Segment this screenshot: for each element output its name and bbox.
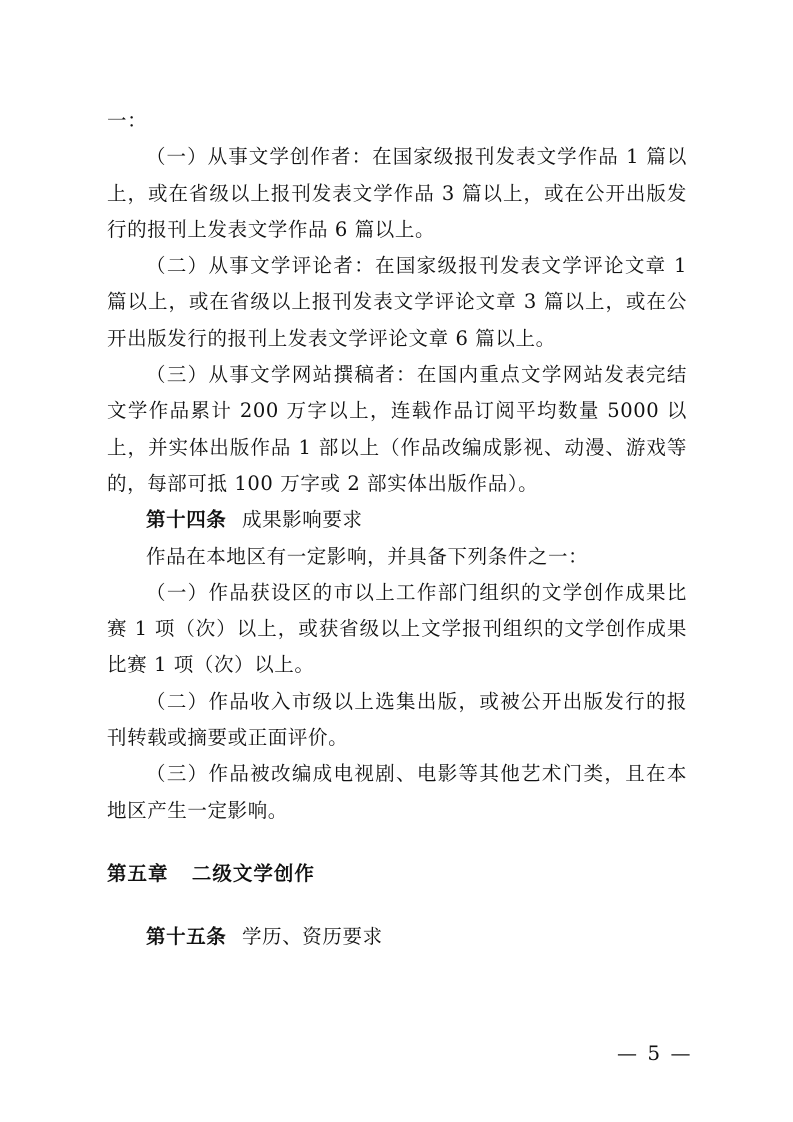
article-number: 第十四条 [146,508,227,532]
chapter-heading [107,856,687,892]
chapter-title: 二级文学创作 [191,861,315,885]
influence-paragraph-award: （一）作品获设区的市以上工作部门组织的文学创作成果比赛 1 项（次）以上，或获省级以上文学报刊组织的文学创作成果比赛 1 项（次）以上。 [107,580,687,677]
document-body [107,103,687,956]
page-number: — 5 — [617,1041,693,1065]
condition-paragraph-criticism: （二）从事文学评论者：在国家级报刊发表文学评论文章 1 篇以上，或在省级以上报刊发表文学评论文章 3 篇以上，或在公开出版发行的报刊上发表文学评论文章 6 篇以上。 [107,254,687,350]
article-subtitle: 学历、资历要求 [242,925,383,949]
continued-line: 一： [107,109,148,132]
influence-paragraph-adaptation: （三）作品被改编成电视剧、电影等其他艺术门类，且在本地区产生一定影响。 [107,762,687,822]
influence-intro-paragraph: 作品在本地区有一定影响，并具备下列条件之一： [146,544,589,568]
influence-paragraph-anthology: （二）作品收入市级以上选集出版，或被公开出版发行的报刊转载或摘要或正面评价。 [107,689,687,750]
chapter-number: 第五章 [107,861,169,885]
article-heading-15 [107,919,687,955]
article-heading-14 [107,502,687,538]
condition-paragraph-web-writing: （三）从事文学网站撰稿者：在国内重点文学网站发表完结文学作品累计 200 万字以上，连载作品订阅平均数量 5000 以上，并实体出版作品 1 部以上（作品改编成影视、动漫、游戏等的，每部可抵 100 万字或 2 部实体出版作品）。 [107,363,687,495]
article-number: 第十五条 [146,925,227,949]
condition-paragraph-creation: （一）从事文学创作者：在国家级报刊发表文学作品 1 篇以上，或在省级以上报刊发表文学作品 3 篇以上，或在公开出版发行的报刊上发表文学作品 6 篇以上。 [107,145,687,241]
article-subtitle: 成果影响要求 [242,508,363,532]
